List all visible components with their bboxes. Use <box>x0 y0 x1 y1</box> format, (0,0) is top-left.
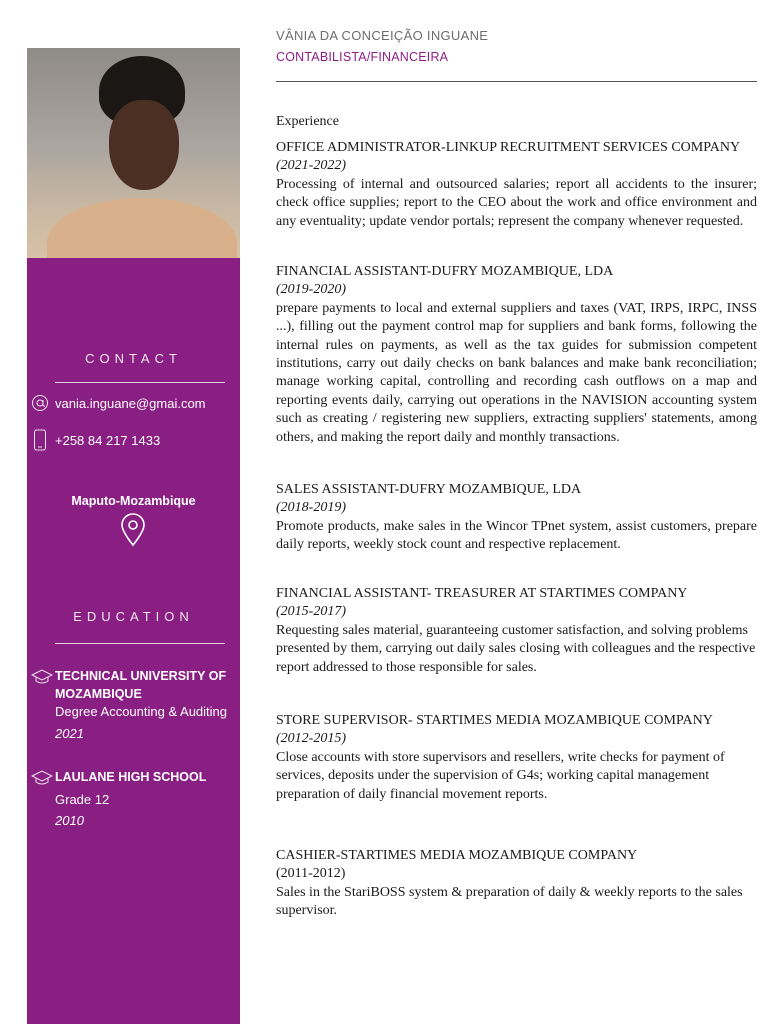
experience-entry <box>276 585 757 677</box>
job-description: Processing of internal and outsourced salaries; report all accidents to the insurer; check office supplies; report to the CEO about the work and office environment and any eventuality; update vendor portals; represent the company whenever requested. <box>276 176 757 229</box>
education-item <box>31 667 236 743</box>
candidate-role: CONTABILISTA/FINANCEIRA <box>276 50 449 64</box>
contact-location: Maputo-Mozambique <box>71 494 196 508</box>
job-title: FINANCIAL ASSISTANT- TREASURER AT STARTIMES COMPANY <box>276 586 688 601</box>
education-divider <box>55 643 225 644</box>
education-heading: EDUCATION <box>73 609 194 624</box>
education-school: LAULANE HIGH SCHOOL <box>55 770 207 784</box>
job-period: (2018-2019) <box>276 500 346 516</box>
experience-entry <box>276 263 757 447</box>
contact-phone[interactable]: +258 84 217 1433 <box>55 432 161 448</box>
experience-entry <box>276 139 757 231</box>
header-divider <box>276 81 757 82</box>
job-description: Promote products, make sales in the Wincor TPnet system, assist customers, prepare daily reports, weekly stock count and respective replacement. <box>276 518 757 553</box>
education-item <box>31 768 236 830</box>
candidate-name: VÂNIA DA CONCEIÇÃO INGUANE <box>276 28 489 43</box>
job-period: (2012-2015) <box>276 731 346 747</box>
photo-jacket <box>47 198 237 258</box>
phone-icon <box>27 429 53 451</box>
job-title: CASHIER-STARTIMES MEDIA MOZAMBIQUE COMPANY <box>276 848 638 863</box>
job-title: STORE SUPERVISOR- STARTIMES MEDIA MOZAMBIQUE COMPANY <box>276 713 713 728</box>
experience-entry <box>276 481 757 555</box>
job-period: (2015-2017) <box>276 604 346 620</box>
experience-entry <box>276 847 757 921</box>
job-period: (2011-2012) <box>276 866 346 882</box>
job-title: SALES ASSISTANT-DUFRY MOZAMBIQUE, LDA <box>276 482 582 497</box>
graduation-cap-icon <box>31 768 55 791</box>
job-description: prepare payments to local and external suppliers and taxes (VAT, IRPS, IRPC, INSS ...), filling out the payment control map for suppliers and bank forms, following the internal rules on payments, as well as the tax guides for submission competent institutions, carry out daily checks on bank balances and make bank reconciliation; manage working capital, controlling and recording cash outflows on a map and reporting events daily, carrying out operations in the NAVISION accounting system such as creating / registering new suppliers, extracting suppliers' statements, among others, and making the report daily and monthly transactions. <box>276 300 757 445</box>
graduation-cap-icon <box>31 667 55 690</box>
job-title: FINANCIAL ASSISTANT-DUFRY MOZAMBIQUE, LDA <box>276 264 614 279</box>
experience-heading: Experience <box>276 114 339 129</box>
location-pin-icon <box>119 513 147 552</box>
contact-email[interactable]: vania.inguane@gmai.com <box>55 395 206 411</box>
contact-heading: CONTACT <box>85 351 182 366</box>
contact-divider <box>55 382 225 383</box>
job-description: Sales in the StariBOSS system & preparation of daily & weekly reports to the sales supervisor. <box>276 884 743 919</box>
job-period: (2021-2022) <box>276 158 346 174</box>
job-title: OFFICE ADMINISTRATOR-LINKUP RECRUITMENT SERVICES COMPANY <box>276 140 741 155</box>
job-period: (2019-2020) <box>276 282 346 298</box>
at-icon <box>27 394 53 412</box>
job-description: Requesting sales material, guaranteeing customer satisfaction, and solving problems presented by them, carrying out daily sales closing with colleagues and the respective report addressed to those responsible for sales. <box>276 622 756 675</box>
profile-photo <box>27 48 240 258</box>
photo-face <box>109 100 179 190</box>
education-year: 2010 <box>55 813 84 828</box>
contact-email-row <box>27 392 240 414</box>
education-course: Grade 12 <box>55 792 110 807</box>
sidebar <box>27 258 240 1024</box>
education-school: TECHNICAL UNIVERSITY OF MOZAMBIQUE <box>55 669 227 701</box>
experience-entry <box>276 712 757 804</box>
education-course: Degree Accounting & Auditing <box>55 704 228 719</box>
contact-phone-row <box>27 429 240 451</box>
job-description: Close accounts with store supervisors and resellers, write checks for payment of services, deposits under the supervision of G4s; working capital management preparation of daily financial movement reports. <box>276 749 725 802</box>
education-year: 2021 <box>55 726 84 741</box>
